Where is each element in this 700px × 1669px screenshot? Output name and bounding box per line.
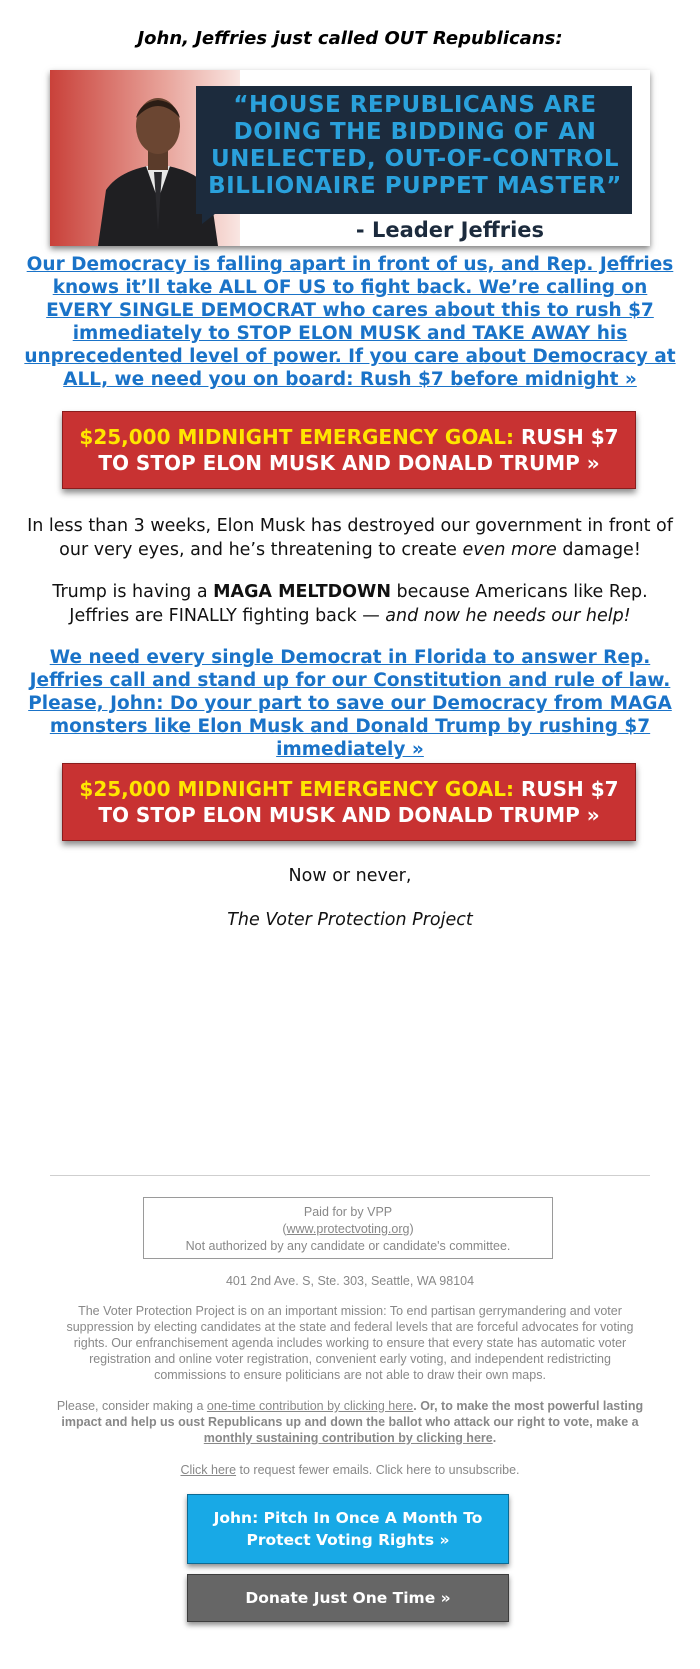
body-paragraph-1-end: damage!	[556, 540, 641, 560]
paid-for-disclaimer	[143, 1197, 553, 1259]
body-paragraph-2-start: Trump is having a	[52, 582, 214, 602]
emergency-goal-button-2[interactable]	[62, 763, 636, 841]
contrib-end: .	[492, 1431, 497, 1445]
cta-goal-label: $25,000 MIDNIGHT EMERGENCY GOAL:	[79, 425, 515, 449]
mission-statement: The Voter Protection Project is on an important mission: To end partisan gerrymandering and voter suppression by electing candidates at the state and federal levels that are forceful advocates for voting rights. Our enfranchisement agenda includes working to ensure that every state has automatic voter registration and online voter registration, convenient early voting, and independent redistricting commissions to ensure politicians are not able to draw their own maps.	[66, 1304, 634, 1382]
maga-meltdown-text: MAGA MELTDOWN	[213, 582, 391, 602]
cta-goal-label: $25,000 MIDNIGHT EMERGENCY GOAL:	[79, 777, 515, 801]
body-paragraph-2-middle: because Americans like Rep. Jeffries are FINALLY fighting back —	[69, 582, 648, 626]
fewer-emails-line	[55, 1462, 645, 1478]
quote-tail	[202, 210, 220, 224]
paid-for-link-line: (www.protectvoting.org)	[282, 1222, 414, 1236]
footer-divider	[50, 1175, 650, 1176]
donate-link-paragraph-2[interactable]: We need every single Democrat in Florida to answer Rep. Jeffries call and stand up for our Constitution and rule of law. Please, John: Do your part to save our Democracy from MAGA monsters like Elon Musk and Donald Trump by rushing $7 immediately »	[28, 647, 672, 760]
monthly-donation-button[interactable]: John: Pitch In Once A Month To Protect Voting Rights »	[187, 1494, 509, 1564]
monthly-contribution-link[interactable]: monthly sustaining contribution by clicking here	[203, 1431, 493, 1445]
body-paragraph-2	[24, 580, 676, 628]
protectvoting-link[interactable]: www.protectvoting.org	[286, 1222, 410, 1236]
signature: The Voter Protection Project	[227, 910, 473, 930]
one-time-contribution-link[interactable]: one-time contribution by clicking here	[206, 1399, 414, 1413]
contrib-bold: . Or, to make the most powerful lasting impact and help us oust Republicans up and down the ballot who attack our right to vote, make a	[61, 1399, 644, 1429]
one-time-donation-button[interactable]: Donate Just One Time »	[187, 1574, 509, 1622]
paid-for-text: Paid for by VPP	[303, 1205, 393, 1219]
donate-link-paragraph-1[interactable]: Our Democracy is falling apart in front of us, and Rep. Jeffries knows it’ll take ALL OF US to fight back. We’re calling on EVERY SINGLE DEMOCRAT who cares about this to rush $7 immediately to STOP ELON MUSK and TAKE AWAY his unprecedented level of power. If you care about Democracy at ALL, we need you on board: Rush $7 before midnight »	[24, 254, 676, 390]
body-paragraph-1	[24, 514, 676, 562]
emergency-goal-button-1[interactable]	[62, 411, 636, 489]
mailing-address: 401 2nd Ave. S, Ste. 303, Seattle, WA 98104	[225, 1274, 475, 1288]
cta-action-label: RUSH $7 TO STOP ELON MUSK AND DONALD TRUMP »	[98, 425, 619, 475]
jeffries-quote-banner[interactable]	[50, 70, 650, 246]
email-heading: John, Jeffries just called OUT Republicans:	[137, 28, 563, 49]
not-authorized-text: Not authorized by any candidate or candidate's committee.	[185, 1239, 511, 1253]
cta-action-label: RUSH $7 TO STOP ELON MUSK AND DONALD TRUMP »	[98, 777, 619, 827]
fewer-emails-link[interactable]: Click here	[180, 1463, 237, 1477]
body-paragraph-1-text: In less than 3 weeks, Elon Musk has destroyed our government in front of our very eyes, and he’s threatening to create	[27, 516, 673, 560]
contribution-paragraph	[55, 1398, 645, 1446]
closing-line: Now or never,	[288, 866, 412, 886]
fewer-emails-text: to request fewer emails. Click here to unsubscribe.	[236, 1463, 520, 1477]
contrib-start: Please, consider making a	[56, 1399, 207, 1413]
body-paragraph-1-italic: even more	[462, 540, 557, 560]
body-paragraph-2-italic: and now he needs our help!	[385, 606, 631, 626]
banner-quote: “HOUSE REPUBLICANS ARE DOING THE BIDDING OF AN UNELECTED, OUT-OF-CONTROL BILLIONAIRE PUPPET MASTER”	[208, 92, 622, 199]
banner-attribution: - Leader Jeffries	[355, 218, 545, 242]
